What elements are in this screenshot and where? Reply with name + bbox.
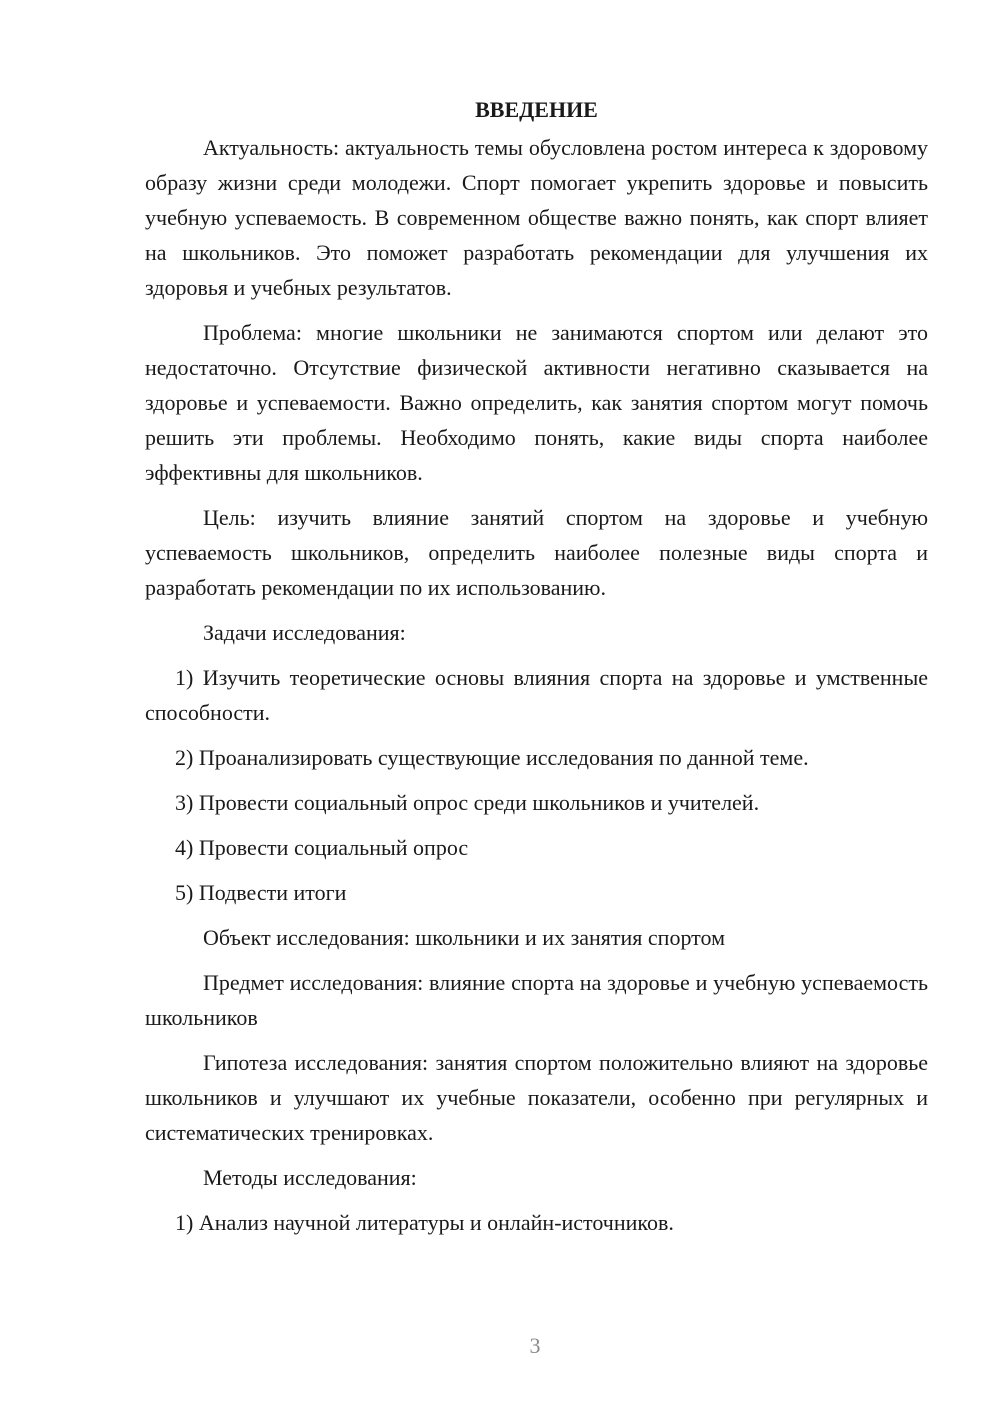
task-item-4: 4) Провести социальный опрос: [175, 835, 469, 860]
document-page: [145, 92, 928, 1250]
task-item-1: 1) Изучить теоретические основы влияния спорта на здоровье и умственные способности.: [145, 665, 928, 725]
paragraph-object: Объект исследования: школьники и их занятия спортом: [203, 925, 725, 950]
page-number: 3: [529, 1333, 541, 1358]
paragraph-problem: Проблема: многие школьники не занимаются спортом или делают это недостаточно. Отсутствие физической активности негативно сказывается на здоровье и успеваемости. Важно определить, как занятия спортом могут помочь решить эти проблемы. Необходимо понять, какие виды спорта наиболее эффективны для школьников.: [145, 320, 928, 485]
paragraph-subject: Предмет исследования: влияние спорта на здоровье и учебную успеваемость школьников: [145, 970, 928, 1030]
methods-heading: Методы исследования:: [203, 1165, 417, 1190]
task-item-2: 2) Проанализировать существующие исследования по данной теме.: [175, 745, 809, 770]
section-title: ВВЕДЕНИЕ: [475, 97, 598, 122]
task-item-3: 3) Провести социальный опрос среди школьников и учителей.: [175, 790, 760, 815]
paragraph-relevance: Актуальность: актуальность темы обусловлена ростом интереса к здоровому образу жизни среди молодежи. Спорт помогает укрепить здоровье и повысить учебную успеваемость. В современном обществе важно понять, как спорт влияет на школьников. Это поможет разработать рекомендации для улучшения их здоровья и учебных результатов.: [145, 135, 928, 300]
method-item-1: 1) Анализ научной литературы и онлайн-источников.: [175, 1210, 674, 1235]
paragraph-hypothesis: Гипотеза исследования: занятия спортом положительно влияют на здоровье школьников и улучшают их учебные показатели, особенно при регулярных и систематических тренировках.: [145, 1050, 928, 1145]
tasks-heading: Задачи исследования:: [203, 620, 406, 645]
paragraph-goal: Цель: изучить влияние занятий спортом на здоровье и учебную успеваемость школьников, определить наиболее полезные виды спорта и разработать рекомендации по их использованию.: [145, 505, 928, 600]
task-item-5: 5) Подвести итоги: [175, 880, 347, 905]
